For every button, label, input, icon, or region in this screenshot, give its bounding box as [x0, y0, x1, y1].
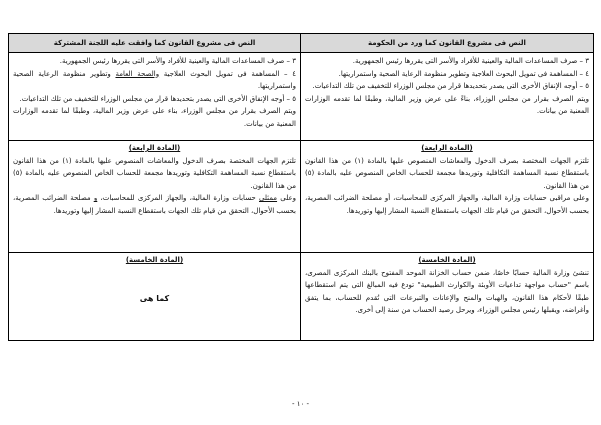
page-number: - ١٠ -	[291, 400, 310, 408]
government-item-3: ٣ – صرف المساعدات المالية والعينية للأفراد والأسر التى يقررها رئيس الجمهورية.	[352, 57, 589, 65]
committee-item-4-start: ٤ – المساهمة فى تمويل البحوث العلاجية	[159, 69, 296, 78]
committee-a4-p2-middle: حسابات وزارة المالية، والجهاز المركزى للمحاسبات،	[97, 194, 259, 203]
government-item-4: ٤ – المساهمة فى تمويل البحوث العلاجية وتطوير منظومة الرعاية الصحية واستمراريتها.	[338, 69, 589, 78]
government-article-5-cell	[301, 253, 594, 341]
committee-article-4-cell	[9, 141, 301, 253]
article-4-title: (المادة الرابعة)	[421, 144, 473, 152]
government-article-5-paragraph: تنشئ وزارة المالية حسابًا خاصًا، ضمن حساب الخزانة الموحد المفتوح بالبنك المركزى المصرى، باسم "حساب مواجهة تداعيات الأوبئة والكوارث الطبيعية" تودع فيه المبالغ التى يتم استقطاعها طبقًا لأحكام هذا القانون، والهبات والمنح والإعانات والتبرعات التى تُقدم للحساب، بما يتفق وأغراضه، ويقبلها رئيس مجلس الوزراء، ويرحل رصيد الحساب من سنة إلى أخرى.	[305, 268, 589, 315]
committee-article-5-as-is: كما هى	[139, 293, 170, 303]
committee-article-4-paragraph-2	[13, 192, 296, 217]
government-closing-paragraph: ويتم الصرف بقرار من مجلس الوزراء، بناءً على عرض وزير المالية، وطبقًا لما تقدمه الوزارات المعنية من بيانات.	[305, 94, 589, 116]
article-5-title: (المادة الخامسة)	[418, 256, 476, 264]
committee-article-5-cell	[9, 253, 301, 341]
government-article-4-cell	[301, 141, 594, 253]
committee-item-5: ٥ – أوجه الإنفاق الأخرى التى يصدر بتحديدها قرار من مجلس الوزراء للتخفيف من تلك التداعيات.	[19, 94, 296, 103]
government-article-4-paragraph-1: تلتزم الجهات المختصة بصرف الدخول والمعاشات المنصوص عليها بالمادة (١) من هذا القانون باستقطاع نسبة المساهمة التكافلية وتوريدها مجمعة للحساب الخاص المنصوص عليه بالمادة (٥) من هذا القانون.	[305, 156, 589, 190]
government-items-cell	[301, 53, 594, 141]
table-header-row	[9, 34, 594, 53]
committee-item-4-end: وتطوير منظومة الرعاية الصحية واستمراريتها.	[13, 69, 296, 91]
comparison-table	[8, 33, 594, 341]
table-row	[9, 141, 594, 253]
article-4-title: (المادة الرابعة)	[128, 144, 181, 152]
committee-item-4	[13, 68, 296, 93]
table-row	[9, 53, 594, 141]
header-committee-text: النص فى مشروع القانون كما وافقت عليه اللجنة المشتركة	[9, 34, 301, 53]
committee-a4-p2-start: وعلى	[277, 194, 296, 203]
committee-a4-p2-underlined-2: و	[93, 194, 98, 203]
committee-item-4-underlined: والصحة العامة	[115, 69, 160, 78]
committee-article-4-paragraph-1: تلتزم الجهات المختصة بصرف الدخول والمعاشات المنصوص عليها بالمادة (١) من هذا القانون باستقطاع نسبة المساهمة التكافلية وتوريدها مجمعة للحساب الخاص المنصوص عليه بالمادة (٥) من هذا القانون.	[13, 156, 296, 190]
committee-closing-paragraph: ويتم الصرف بقرار من مجلس الوزراء، بناء على عرض وزير المالية، وطبقًا لما تقدمه الوزارات المعنية من بيانات.	[13, 107, 296, 128]
government-article-4-paragraph-2: وعلى مراقبى حسابات وزارة المالية، والجهاز المركزى للمحاسبات، أو مصلحة الضرائب المصرية، بحسب الأحوال، التحقق من قيام تلك الجهات باستقطاع النسبة المشار إليها وتوريدها.	[305, 194, 589, 215]
committee-items-cell	[9, 53, 301, 141]
committee-item-3: ٣ – صرف المساعدات المالية والعينية للأفراد والأسر التى يقررها رئيس الجمهورية.	[59, 57, 296, 65]
header-government-text: النص فى مشروع القانون كما ورد من الحكومة	[301, 34, 594, 53]
comparison-document	[8, 33, 593, 341]
table-row	[9, 253, 594, 341]
committee-a4-p2-underlined: ممثلى	[259, 194, 278, 203]
government-item-5: ٥ – أوجه الإنفاق الأخرى التى يصدر بتحديدها قرار من مجلس الوزراء للتخفيف من تلك التداعيات.	[312, 82, 589, 91]
article-5-title: (المادة الخامسة)	[125, 256, 184, 264]
committee-a4-p2-end: مصلحة الضرائب المصرية، بحسب الأحوال، التحقق من قيام تلك الجهات باستقطاع النسبة المشار إليها وتوريدها.	[13, 194, 296, 215]
